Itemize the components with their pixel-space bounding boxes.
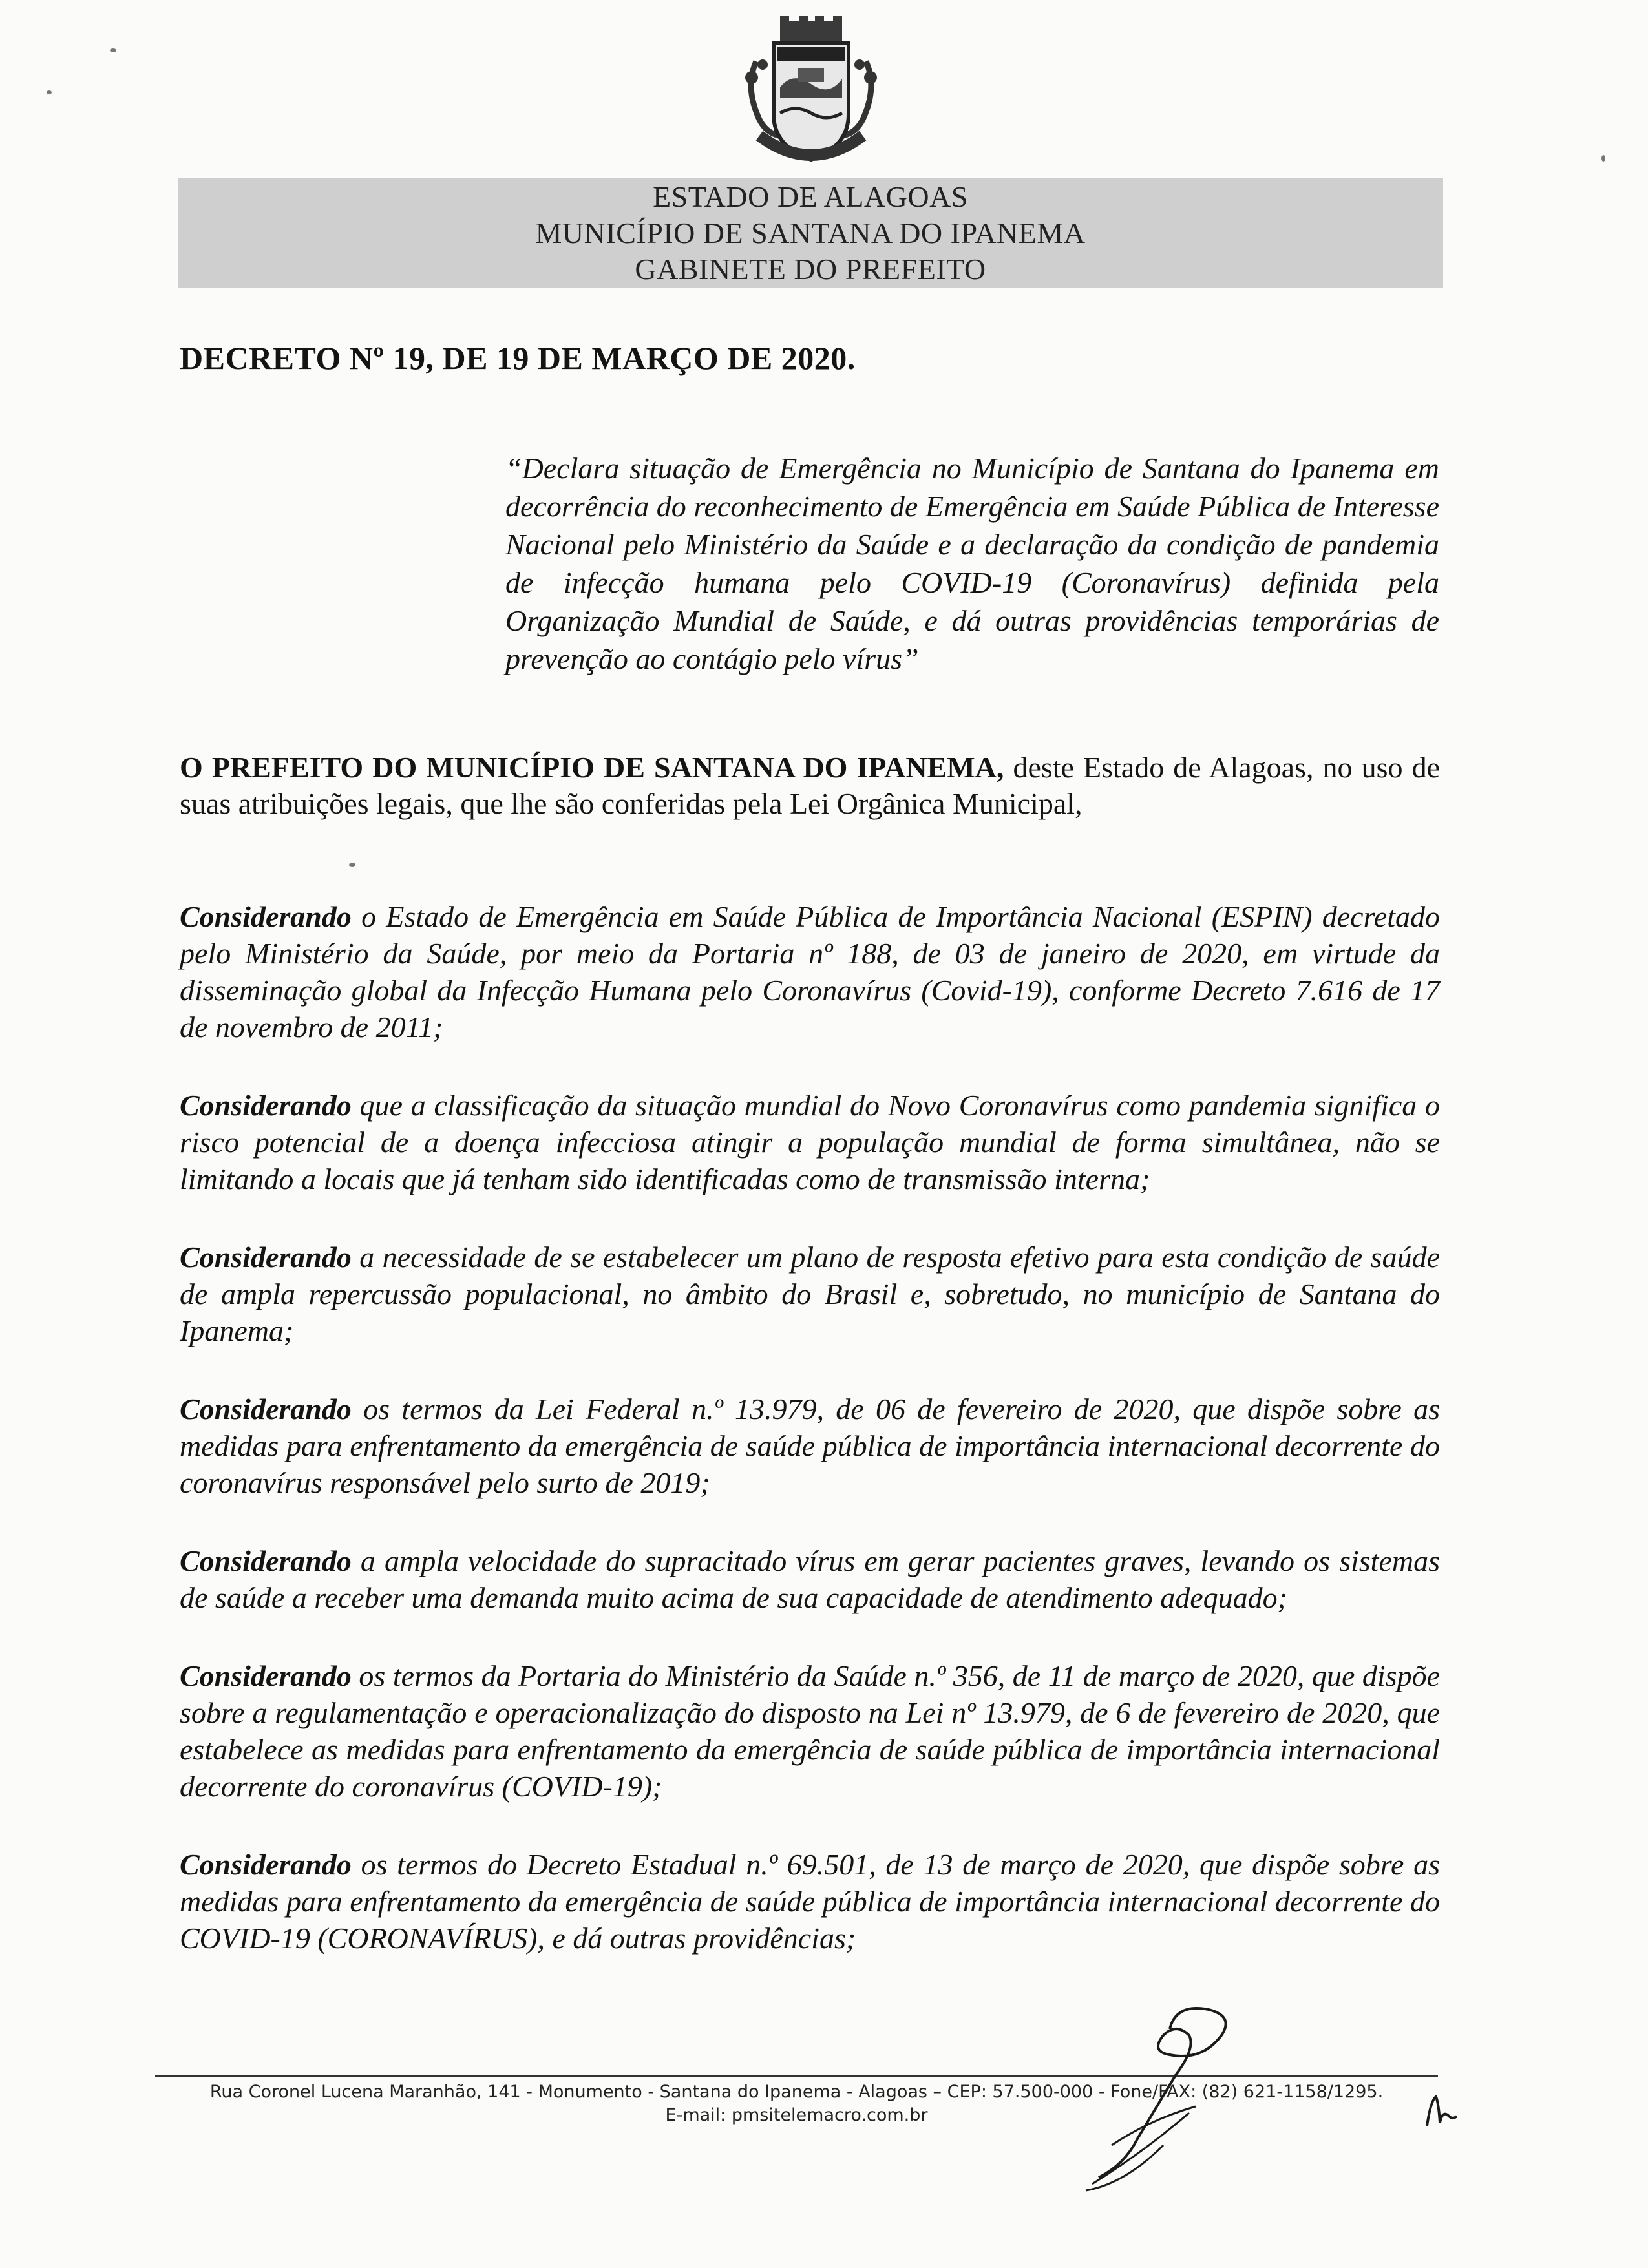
scan-speck [349, 863, 355, 867]
considerando-keyword: Considerando [180, 1392, 352, 1425]
scan-speck [1601, 155, 1605, 162]
considerando-text: a ampla velocidade do supracitado vírus em gerar pacientes graves, levando os sistemas de saúde a receber uma demanda muito acima de sua capacidade de atendimento adequado; [180, 1544, 1440, 1614]
decree-title: DECRETO Nº 19, DE 19 DE MARÇO DE 2020. [180, 340, 856, 376]
considerando-keyword: Considerando [180, 1544, 352, 1577]
considerando-keyword: Considerando [180, 1241, 352, 1274]
municipality-name: MUNICÍPIO DE SANTANA DO IPANEMA [535, 216, 1086, 249]
preamble-text: deste Estado de Alagoas, no uso de suas atribuições legais, que lhe são conferidas pela Lei Orgânica Municipal, [180, 751, 1440, 820]
decree-summary: “Declara situação de Emergência no Município de Santana do Ipanema em decorrência do reconhecimento de Emergência em Saúde Pública de Interesse Nacional pelo Ministério da Saúde e a declaração da condição de pandemia de infecção humana pelo COVID-19 (Coronavírus) definida pela Organização Mundial de Saúde, e dá outras providências temporárias de prevenção ao contágio pelo vírus” [505, 452, 1439, 675]
considerando-text: os termos da Portaria do Ministério da Saúde n.º 356, de 11 de março de 2020, que dispõe sobre a regulamentação e operacionalização do disposto na Lei nº 13.979, de 6 de fevereiro de 2020, que estabelece as medidas para enfrentamento da emergência de saúde pública de importância internacional decorrente do coronavírus (COVID-19); [180, 1659, 1440, 1803]
footer-email: E-mail: pmsitelemacro.com.br [665, 2105, 928, 2125]
considerando-paragraph [180, 898, 1440, 1045]
considerando-keyword: Considerando [180, 1659, 352, 1692]
considerando-keyword: Considerando [180, 1848, 352, 1881]
office-name: GABINETE DO PREFEITO [635, 253, 986, 286]
considerando-paragraph [180, 1657, 1440, 1805]
considerandos-list [180, 898, 1440, 1998]
considerando-paragraph [180, 1846, 1440, 1957]
considerando-text: os termos da Lei Federal n.º 13.979, de 06 de fevereiro de 2020, que dispõe sobre as medidas para enfrentamento da emergência de saúde pública de importância internacional decorrente do coronavírus responsável pelo surto de 2019; [180, 1392, 1440, 1499]
institution-header [178, 178, 1443, 288]
considerando-paragraph [180, 1391, 1440, 1501]
handwritten-signature-icon [1073, 2003, 1280, 2197]
considerando-keyword: Considerando [180, 1089, 352, 1122]
scan-speck [47, 90, 52, 94]
state-name: ESTADO DE ALAGOAS [653, 180, 968, 213]
scan-speck [110, 48, 116, 52]
considerando-paragraph [180, 1239, 1440, 1349]
municipal-coat-of-arms-icon [734, 16, 889, 178]
considerando-text: que a classificação da situação mundial do Novo Coronavírus como pandemia significa o risco potencial de a doença infecciosa atingir a população mundial de forma simultânea, não se limitando a locais que já tenham sido identificadas como de transmissão interna; [180, 1089, 1440, 1195]
considerando-text: a necessidade de se estabelecer um plano de resposta efetivo para esta condição de saúde de ampla repercussão populacional, no âmbito do Brasil e, sobretudo, no município de Santana do Ipanema; [180, 1241, 1440, 1347]
handwritten-initials-icon [1422, 2090, 1474, 2129]
preamble [180, 750, 1440, 822]
considerando-paragraph [180, 1087, 1440, 1197]
considerando-text: os termos do Decreto Estadual n.º 69.501, de 13 de março de 2020, que dispõe sobre as medidas para enfrentamento da emergência de saúde pública de importância internacional decorrente do COVID-19 (CORONAVÍRUS), e dá outras providências; [180, 1848, 1440, 1955]
considerando-keyword: Considerando [180, 900, 352, 933]
considerando-text: o Estado de Emergência em Saúde Pública de Importância Nacional (ESPIN) decretado pelo Ministério da Saúde, por meio da Portaria nº 188, de 03 de janeiro de 2020, em virtude da disseminação global da Infecção Humana pelo Coronavírus (Covid-19), conforme Decreto 7.616 de 17 de novembro de 2011; [180, 900, 1440, 1044]
preamble-authority: O PREFEITO DO MUNICÍPIO DE SANTANA DO IPANEMA, [180, 751, 1004, 784]
considerando-paragraph [180, 1542, 1440, 1616]
footer-address: Rua Coronel Lucena Maranhão, 141 - Monumento - Santana do Ipanema - Alagoas – CEP: 57.500-000 - Fone/FAX: (82) 621-1158/1295. [209, 2082, 1384, 2102]
